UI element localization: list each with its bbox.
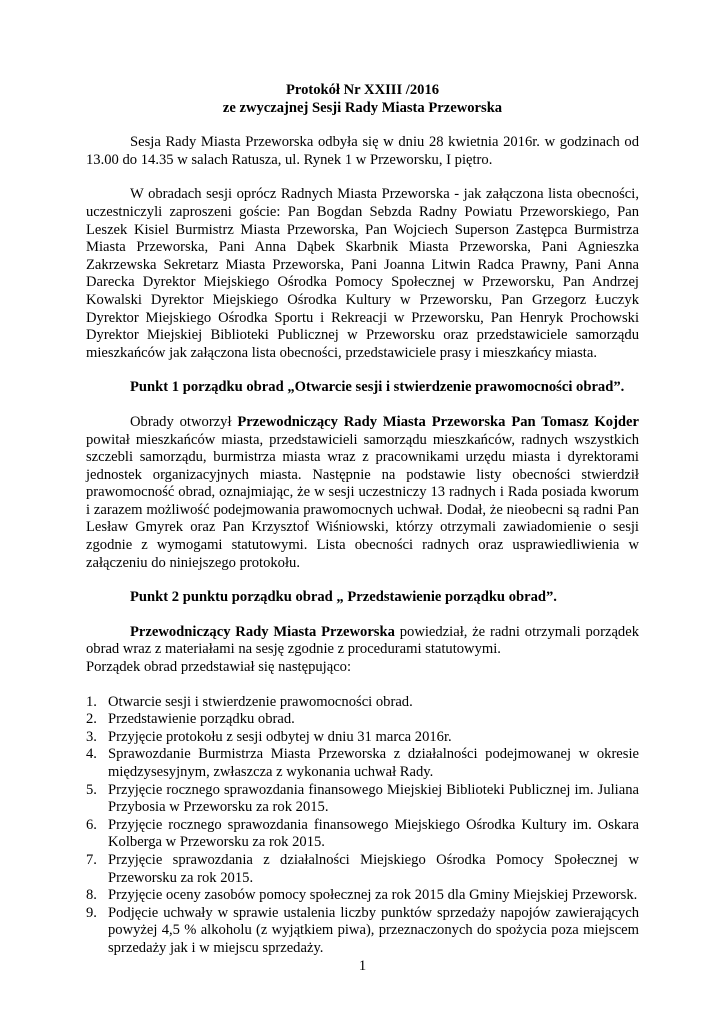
agenda-item [86, 746, 639, 781]
agenda-item-text: Sprawozdanie Burmistrza Miasta Przeworska z działalności podejmowanej w okresie międzysesyjnym, zwłaszcza z wykonania uchwał Rady. [108, 746, 639, 780]
intro-paragraph: Sesja Rady Miasta Przeworska odbyła się w dniu 28 kwietnia 2016r. w godzinach od 13.00 do 14.35 w salach Ratusza, ul. Rynek 1 w Przeworsku, I piętro. [86, 134, 639, 168]
agenda-item-text: Przyjęcie rocznego sprawozdania finansowego Miejskiej Biblioteki Publicznej im. Juliana Przybosia w Przeworsku za rok 2015. [108, 781, 639, 816]
agenda-item-number: 5. [86, 781, 97, 798]
agenda-item [86, 905, 639, 958]
agenda-item-text: Otwarcie sesji i stwierdzenie prawomocności obrad. [108, 693, 413, 710]
point2-paragraph [86, 624, 639, 659]
point1-paragraph [86, 414, 639, 572]
document-subtitle: ze zwyczajnej Sesji Rady Miasta Przeworska [222, 99, 503, 116]
agenda-item-text: Przyjęcie sprawozdania z działalności Miejskiego Ośrodka Pomocy Społecznej w Przeworsku za rok 2015. [108, 851, 639, 886]
point1-heading: Punkt 1 porządku obrad „Otwarcie sesji i stwierdzenie prawomocności obrad”. [130, 379, 625, 396]
agenda-list [86, 694, 639, 958]
agenda-item-text: Podjęcie uchwały w sprawie ustalenia liczby punktów sprzedaży napojów zawierających powyżej 4,5 % alkoholu (z wyjątkiem piwa), przeznaczonych do spożycia poza miejscem sprzedaży jak i w miejscu sprzedaży. [108, 904, 639, 956]
agenda-item-text: Przyjęcie protokołu z sesji odbytej w dniu 31 marca 2016r. [108, 728, 452, 745]
agenda-item-text: Przyjęcie rocznego sprawozdania finansowego Miejskiego Ośrodka Kultury im. Oskara Kolberga w Przeworsku za rok 2015. [108, 816, 639, 851]
point1-lead: Obrady otworzył [130, 413, 232, 430]
attendance-paragraph: W obradach sesji oprócz Radnych Miasta Przeworska - jak załączona lista obecności, uczestniczyli zaproszeni goście: Pan Bogdan Sebzda Radny Powiatu Przeworskiego, Pan Leszek Kisiel Burmistrz Miasta Przeworska, Pan Wojciech Superson Zastępca Burmistrza Miasta Przeworska, Pani Anna Dąbek Skarbnik Miasta Przeworska, Pani Agnieszka Zakrzewska Sekretarz Miasta Przeworska, Pani Joanna Litwin Radca Prawny, Pani Anna Darecka Dyrektor Miejskiego Ośrodka Pomocy Społecznej w Przeworsku, Pan Andrzej Kowalski Dyrektor Miejskiego Ośrodka Kultury w Przeworsku, Pan Grzegorz Łuczyk Dyrektor Miejskiego Ośrodka Sportu i Rekreacji w Przeworsku, Pan Henryk Prochowski Dyrektor Miejskiej Biblioteki Publicznej w Przeworsku oraz przedstawiciele samorządu mieszkańców jak załączona lista obecności, przedstawiciele prasy i mieszkańcy miasta. [86, 186, 639, 361]
agenda-item-number: 6. [86, 816, 97, 833]
agenda-item [86, 852, 639, 887]
point1-body: powitał mieszkańców miasta, przedstawicieli samorządu mieszkańców, radnych wszystkich szczebli samorządu, burmistrza miasta wraz z pracownikami urzędu miasta i dyrektorami jednostek organizacyjnych miasta. Następnie na podstawie listy obecności stwierdził prawomocność obrad, oznajmiając, że w sesji uczestniczy 13 radnych i Rada posiada kworum i zarazem możliwość podejmowania prawomocnych uchwał. Dodał, że nieobecni są radni Pan Lesław Gmyrek oraz Pan Krzysztof Wiśniowski, którzy otrzymali zawiadomienie o sesji zgodnie z wymogami statutowymi. Lista obecności radnych oraz usprawiedliwienia w załączeniu do niniejszego protokołu. [86, 431, 639, 571]
agenda-item [86, 782, 639, 817]
page-number: 1 [358, 958, 367, 974]
agenda-item [86, 887, 639, 905]
agenda-item [86, 817, 639, 852]
point2-chair: Przewodniczący Rady Miasta Przeworska [130, 623, 395, 640]
point2-heading: Punkt 2 punktu porządku obrad „ Przedstawienie porządku obrad”. [130, 589, 557, 606]
agenda-item-number: 3. [86, 728, 97, 745]
agenda-item [86, 694, 639, 712]
point1-chair: Przewodniczący Rady Miasta Przeworska Pan Tomasz Kojder [237, 413, 639, 430]
agenda-item [86, 729, 639, 747]
agenda-item-number: 2. [86, 711, 97, 728]
document-title: Protokół Nr XXIII /2016 [285, 82, 440, 98]
agenda-item-number: 7. [86, 851, 97, 868]
agenda-item-number: 1. [86, 693, 97, 710]
agenda-item-number: 9. [86, 904, 97, 921]
agenda-item-number: 8. [86, 887, 97, 904]
point2-body: powiedział, że radni otrzymali porządek obrad wraz z materiałami na sesję zgodnie z procedurami statutowymi. [86, 623, 639, 658]
agenda-item-number: 4. [86, 746, 97, 763]
agenda-item-text: Przyjęcie oceny zasobów pomocy społecznej za rok 2015 dla Gminy Miejskiej Przeworsk. [108, 887, 638, 904]
document-body [86, 82, 639, 958]
agenda-item-text: Przedstawienie porządku obrad. [108, 711, 295, 728]
agenda-item [86, 711, 639, 729]
agenda-intro: Porządek obrad przedstawiał się następująco: [86, 659, 352, 676]
